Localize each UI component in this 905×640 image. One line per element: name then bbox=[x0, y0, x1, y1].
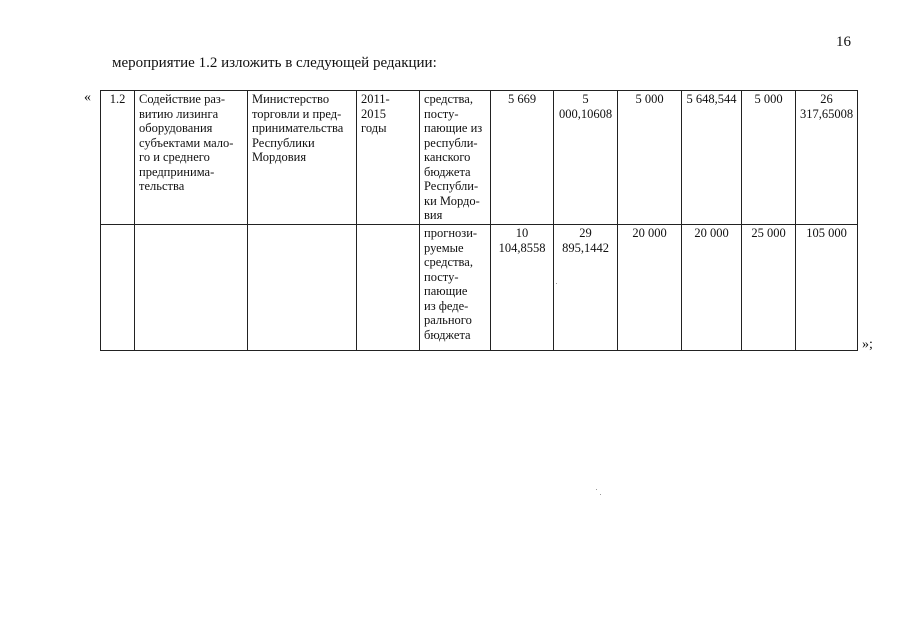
value-cell: 10 104,8558 bbox=[491, 225, 554, 351]
value-cell-total: 105 000 bbox=[796, 225, 858, 351]
opening-quote: « bbox=[84, 90, 91, 105]
value-cell: 5 000,10608 bbox=[554, 91, 618, 225]
value-cell: 5 000 bbox=[618, 91, 682, 225]
value-cell: 25 000 bbox=[742, 225, 796, 351]
program-table bbox=[100, 90, 858, 351]
value-cell: 5 669 bbox=[491, 91, 554, 225]
row-number-cell bbox=[101, 225, 135, 351]
executor-cell bbox=[248, 225, 357, 351]
value-cell: 20 000 bbox=[618, 225, 682, 351]
value-cell-total: 26 317,65008 bbox=[796, 91, 858, 225]
measure-name-cell bbox=[135, 225, 248, 351]
value-cell: 5 648,544 bbox=[682, 91, 742, 225]
funding-source-text: прогнози- руемые средства, посту- пающие из феде- рального бюджета bbox=[424, 226, 478, 342]
period-text: 2011- 2015 годы bbox=[361, 92, 390, 135]
value-cell: 20 000 bbox=[682, 225, 742, 351]
funding-source-cell bbox=[420, 225, 491, 351]
intro-text: мероприятие 1.2 изложить в следующей редакции: bbox=[112, 55, 437, 71]
row-number-cell: 1.2 bbox=[101, 91, 135, 225]
scan-speck bbox=[600, 494, 601, 495]
period-cell bbox=[357, 225, 420, 351]
executor-cell bbox=[248, 91, 357, 225]
measure-name-cell bbox=[135, 91, 248, 225]
value-cell: 29 895,1442 bbox=[554, 225, 618, 351]
funding-source-text: средства, посту- пающие из республи- канского бюджета Республи- ки Мордо- вия bbox=[424, 92, 483, 222]
executor-text: Министерство торговли и пред- принимательства Республики Мордовия bbox=[252, 92, 344, 164]
scan-speck bbox=[556, 283, 557, 284]
page-number: 16 bbox=[836, 34, 851, 50]
period-cell bbox=[357, 91, 420, 225]
table-row bbox=[101, 91, 858, 225]
measure-name-text: Содействие раз- витию лизинга оборудования субъектами мало- го и среднего предпринима- тельства bbox=[139, 92, 234, 193]
scan-speck bbox=[596, 489, 597, 490]
value-cell: 5 000 bbox=[742, 91, 796, 225]
closing-quote: »; bbox=[862, 337, 873, 352]
table-row bbox=[101, 225, 858, 351]
funding-source-cell bbox=[420, 91, 491, 225]
